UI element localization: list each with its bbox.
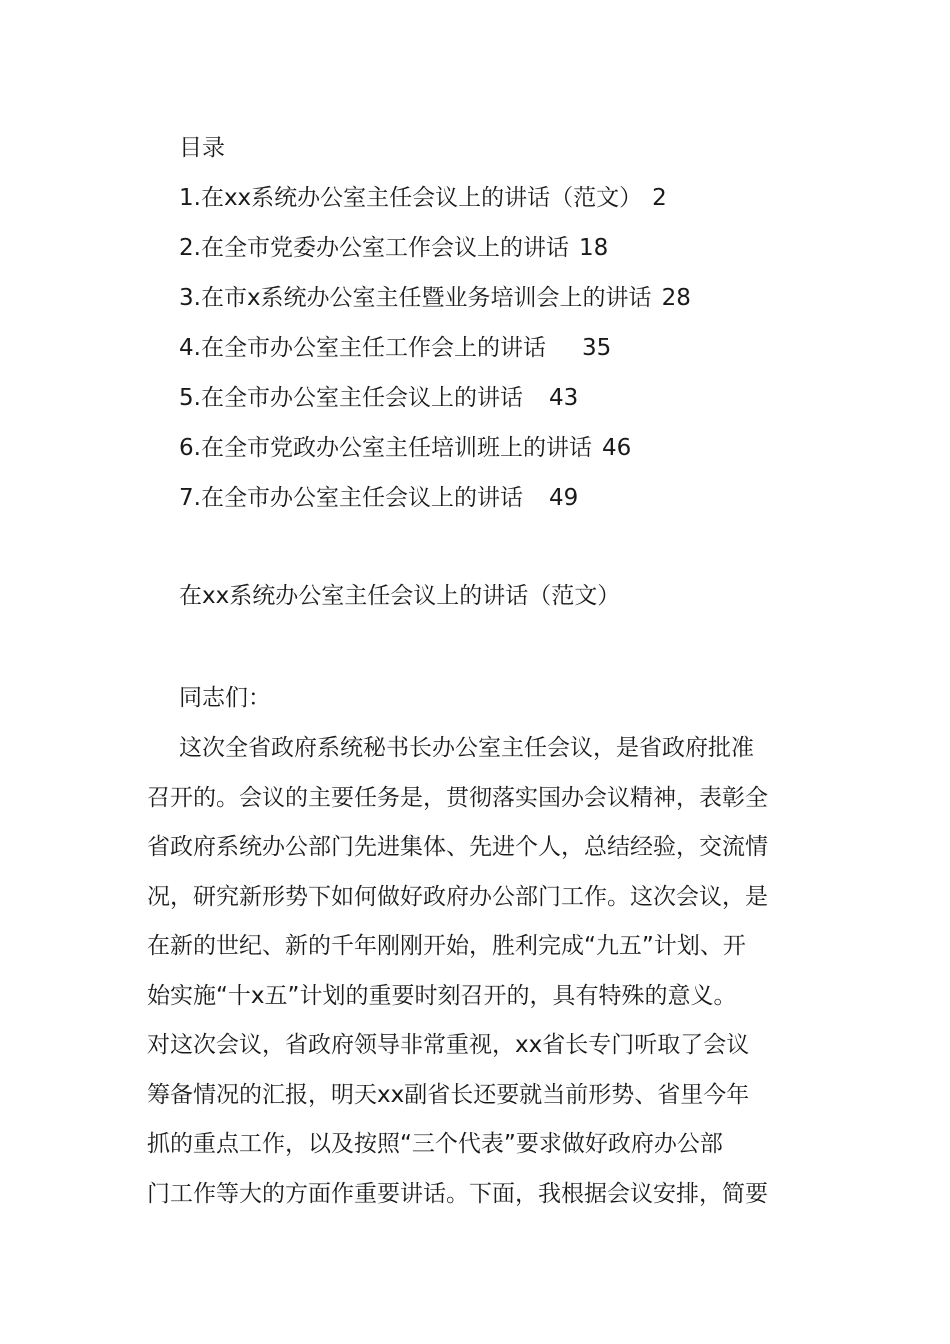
toc-item-title: 7.在全市办公室主任会议上的讲话 [179, 485, 523, 511]
toc-item-page: 46 [601, 435, 632, 461]
body-line: 抓的重点工作，以及按照“三个代表”要求做好政府办公部 [147, 1131, 723, 1157]
table-of-contents [179, 182, 691, 532]
toc-item-page: 18 [578, 235, 609, 261]
toc-item[interactable] [179, 432, 691, 482]
body-line: 况，研究新形势下如何做好政府办公部门工作。这次会议，是 [147, 883, 768, 910]
body-line: 门工作等大的方面作重要讲话。下面，我根据会议安排，简要 [147, 1180, 768, 1207]
toc-item-page: 43 [548, 385, 579, 411]
toc-item-title: 1.在xx系统办公室主任会议上的讲话（范文） [179, 185, 643, 211]
toc-item-page: 49 [548, 485, 579, 511]
body-line: 始实施“十x五”计划的重要时刻召开的，具有特殊的意义。 [147, 982, 737, 1009]
toc-item-page: 28 [661, 285, 691, 311]
toc-item-title: 6.在全市党政办公室主任培训班上的讲话 [179, 435, 592, 461]
section-title: 在xx系统办公室主任会议上的讲话（范文） [179, 583, 621, 609]
body-paragraph [147, 732, 827, 1227]
toc-item-page: 35 [581, 335, 612, 361]
body-line: 这次全省政府系统秘书长办公室主任会议，是省政府批准 [179, 735, 754, 761]
body-line: 在新的世纪、新的千年刚刚开始，胜利完成“九五”计划、开 [147, 933, 746, 959]
body-line: 筹备情况的汇报，明天xx副省长还要就当前形势、省里今年 [147, 1081, 750, 1108]
toc-item[interactable] [179, 232, 691, 282]
toc-item[interactable] [179, 482, 691, 532]
toc-item-title: 3.在市x系统办公室主任暨业务培训会上的讲话 [179, 285, 652, 311]
toc-heading: 目录 [179, 135, 225, 161]
toc-item-title: 4.在全市办公室主任工作会上的讲话 [179, 335, 546, 361]
toc-item[interactable] [179, 282, 691, 332]
toc-item[interactable] [179, 182, 691, 232]
body-line: 省政府系统办公部门先进集体、先进个人，总结经验，交流情 [147, 834, 768, 860]
toc-item-title: 2.在全市党委办公室工作会议上的讲话 [179, 235, 569, 261]
toc-item[interactable] [179, 332, 691, 382]
salutation: 同志们： [179, 685, 271, 711]
toc-item-page: 2 [652, 185, 667, 211]
body-line: 召开的。会议的主要任务是，贯彻落实国办会议精神，表彰全 [147, 784, 768, 811]
toc-item[interactable] [179, 382, 691, 432]
body-line: 对这次会议，省政府领导非常重视，xx省长专门听取了会议 [147, 1032, 750, 1058]
toc-item-title: 5.在全市办公室主任会议上的讲话 [179, 385, 523, 411]
